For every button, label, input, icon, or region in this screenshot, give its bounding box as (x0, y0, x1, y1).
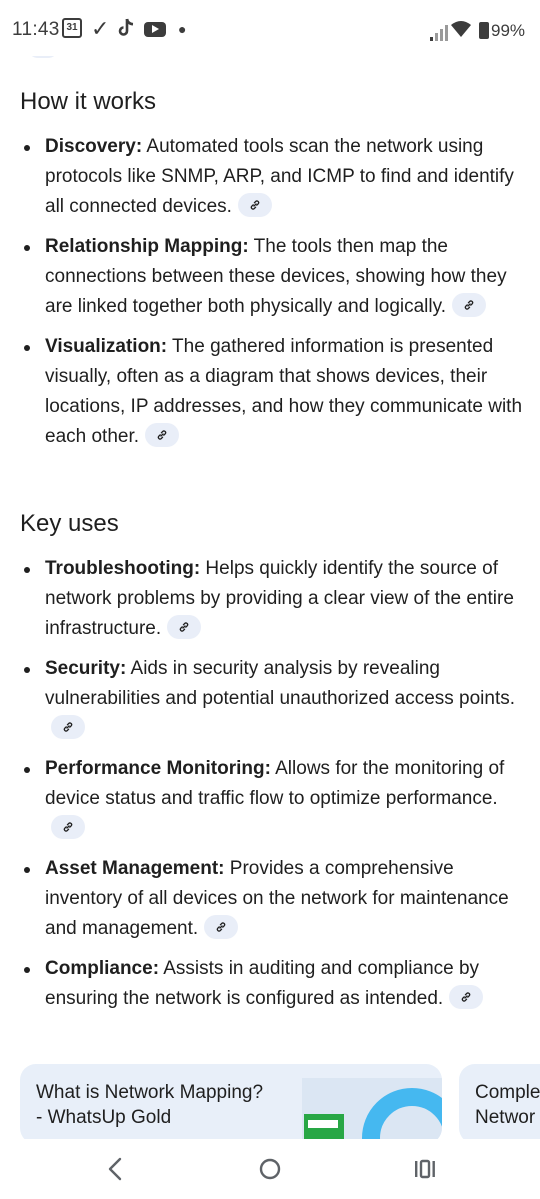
list-item (0, 132, 540, 222)
source-card-title (475, 1080, 540, 1130)
list-item-text: Allows for the monitoring of device status and traffic flow to optimize performance. (45, 758, 505, 809)
clock: 11:43 (12, 19, 60, 40)
recent-apps-button[interactable] (404, 1153, 444, 1185)
list-item-term: Troubleshooting: (45, 558, 201, 579)
source-link-button[interactable] (238, 193, 272, 217)
source-link-button[interactable] (167, 615, 201, 639)
source-card-partial[interactable] (459, 1064, 540, 1144)
status-bar (0, 0, 540, 56)
battery-percent: 99% (491, 21, 526, 40)
source-card-title-line: Networ (475, 1107, 536, 1128)
source-card-title-line: What is Network Mapping? (36, 1082, 264, 1103)
list-item (0, 954, 540, 1014)
list-item (0, 854, 540, 944)
recent-apps-icon (404, 1153, 444, 1185)
list-item-text: Aids in security analysis by revealing vulnerabilities and potential unauthorized access points. (45, 658, 516, 709)
list-item-term: Performance Monitoring: (45, 758, 271, 779)
list-item-term: Discovery: (45, 136, 143, 157)
list-item (0, 654, 540, 744)
link-icon (215, 921, 227, 933)
system-nav-bar (0, 1139, 540, 1199)
home-button[interactable] (250, 1153, 290, 1185)
link-icon (463, 299, 475, 311)
home-circle-icon (250, 1153, 290, 1185)
how-it-works-list (0, 132, 540, 462)
list-item-term: Asset Management: (45, 858, 225, 879)
list-item-term: Compliance: (45, 958, 160, 979)
link-icon (62, 721, 74, 733)
link-icon (62, 821, 74, 833)
youtube-icon (144, 22, 166, 37)
source-link-button[interactable] (449, 985, 483, 1009)
list-item-text: Provides a comprehensive inventory of all devices on the network for maintenance and management. (45, 858, 509, 939)
source-link-button[interactable] (204, 915, 238, 939)
list-item-text: Helps quickly identify the source of network problems by providing a clear view of the entire infrastructure. (45, 558, 514, 639)
section-heading-key-uses: Key uses (20, 510, 119, 537)
source-card-thumbnail (302, 1078, 442, 1144)
list-item (0, 554, 540, 644)
source-link-button[interactable] (145, 423, 179, 447)
list-item-text: The tools then map the connections between these devices, showing how they are linked together both physically and logically. (45, 236, 507, 317)
source-link-button[interactable] (452, 293, 486, 317)
source-card-title-line: Comple (475, 1082, 540, 1103)
list-item (0, 332, 540, 452)
list-item-term: Security: (45, 658, 127, 679)
source-link-button[interactable] (51, 715, 85, 739)
source-link-button[interactable] (51, 815, 85, 839)
list-item-term: Relationship Mapping: (45, 236, 249, 257)
tiktok-icon (117, 18, 135, 43)
source-card-whatsup-gold[interactable] (20, 1064, 442, 1144)
calendar-icon: 31 (62, 18, 82, 38)
list-item (0, 232, 540, 322)
chevron-left-icon (96, 1153, 136, 1185)
dot-icon: ● (178, 21, 187, 37)
link-icon (156, 429, 168, 441)
signal-icon (430, 24, 448, 40)
list-item-text: Assists in auditing and compliance by ensuring the network is configured as intended. (45, 958, 480, 1009)
thumbnail-graphic (362, 1088, 442, 1144)
link-icon (178, 621, 190, 633)
link-icon (460, 991, 472, 1003)
wifi-icon (451, 20, 471, 38)
check-icon: ✓ (91, 16, 110, 41)
list-item-term: Visualization: (45, 336, 168, 357)
source-card-title (36, 1080, 263, 1130)
back-button[interactable] (96, 1153, 136, 1185)
battery-icon (479, 22, 489, 39)
link-icon (249, 199, 261, 211)
key-uses-list (0, 554, 540, 1024)
section-heading-how-it-works: How it works (20, 88, 157, 115)
source-card-title-line: - WhatsUp Gold (36, 1107, 172, 1128)
list-item (0, 754, 540, 844)
list-item-text: The gathered information is presented visually, often as a diagram that shows devices, their locations, IP addresses, and how they communicate with each other. (45, 336, 523, 447)
list-item-text: Automated tools scan the network using protocols like SNMP, ARP, and ICMP to find and identify all connected devices. (45, 136, 514, 217)
